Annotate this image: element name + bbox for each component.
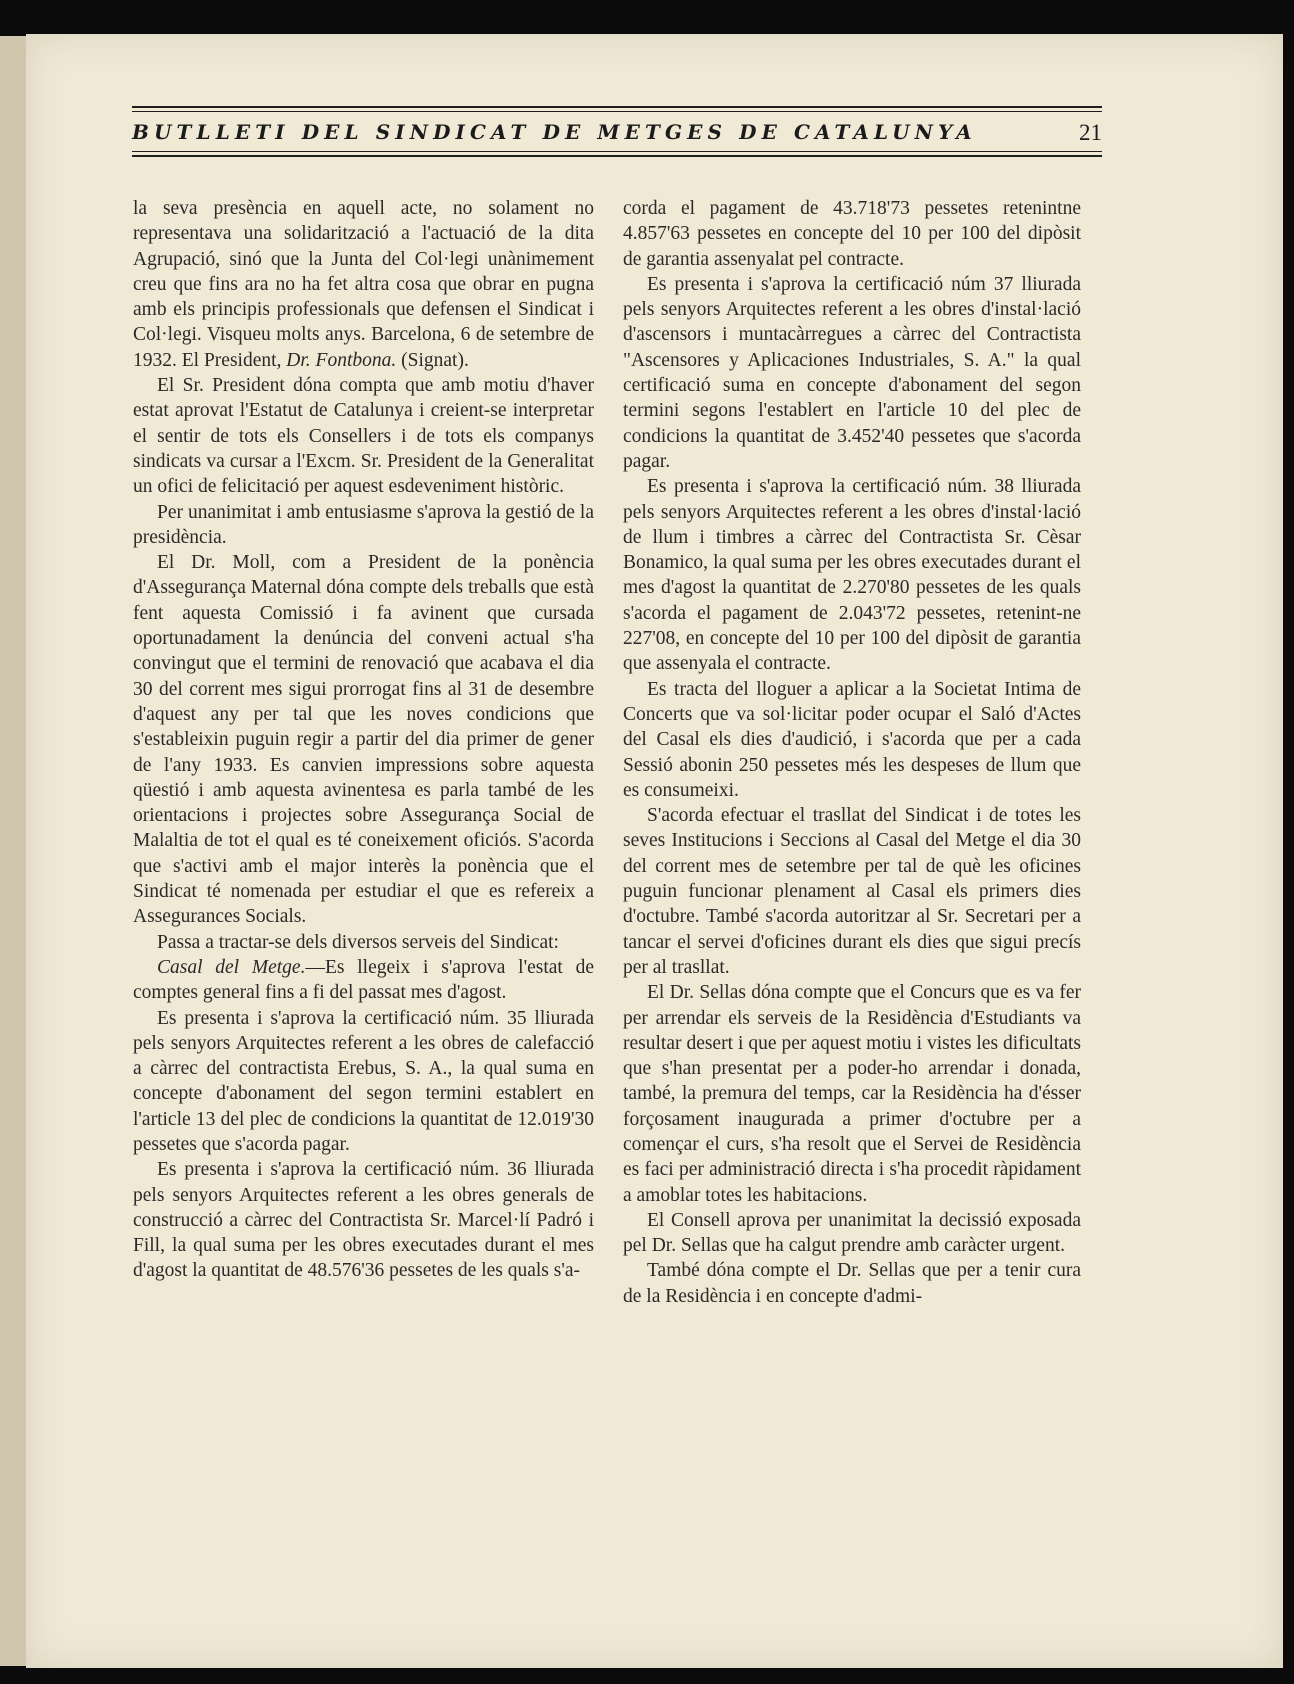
running-header bbox=[132, 106, 1102, 157]
paragraph: Passa a tractar-se dels diversos serveis del Sindicat: bbox=[157, 931, 559, 953]
header-rule-bottom-thin bbox=[132, 151, 1102, 152]
paragraph: Es presenta i s'aprova la certificació núm. 36 lliurada pels senyors Arquitectes referent a les obres generals de construcció a càrrec del Contractista Sr. Marcel·lí Padró i Fill, la qual suma per les obres executades durant el mes d'agost la quantitat de 48.576'36 pessetes de les quals s'a- bbox=[133, 1159, 594, 1282]
previous-page-edge bbox=[0, 36, 27, 1666]
paragraph: Es presenta i s'aprova la certificació núm. 38 lliurada pels senyors Arquitectes referent a les obres d'instal·lació de llum i timbres a càrrec del Contractista Sr. Cèsar Bonamico, la qual suma per les obres executades durant el mes d'agost la quantitat de 2.270'80 pessetes de les quals s'acorda el pagament de 2.043'72 pessetes, retenint-ne 227'08, en concepte del 10 per 100 del dipòsit de garantia que assenyala el contracte. bbox=[623, 476, 1081, 675]
paragraph: Es presenta i s'aprova la certificació núm 37 lliurada pels senyors Arquitectes referent a les obres d'instal·lació d'ascensors i muntacàrregues a càrrec del Contractista "Ascensores y Aplicaciones Industriales, S. A." la qual certificació suma en concepte d'abonament del segon termini segons l'establert en l'article 10 del plec de condicions la quantitat de 3.452'40 pessetes que s'acorda pagar. bbox=[623, 273, 1081, 472]
paragraph bbox=[133, 955, 594, 1006]
right-column bbox=[623, 196, 1081, 1309]
paragraph-text: la seva presència en aquell acte, no solament no representava una solidarització a l'actuació de la dita Agrupació, sinó que la Junta del Col·legi unànimement creu que fins ara no ha fet altra cosa que obrar en pugna amb els principis professionals que defensen el Sindicat i Col·legi. Visqueu molts anys. Barcelona, 6 de setembre de 1932. El President, bbox=[133, 198, 594, 371]
paragraph bbox=[133, 196, 594, 373]
paragraph: S'acorda efectuar el trasllat del Sindicat i de totes les seves Institucions i Seccions al Casal del Metge el dia 30 del corrent mes de setembre per tal de què les oficines puguin funcionar plenament al Casal els primers dies d'octubre. També s'acorda autoritzar al Sr. Secretari per a tancar el servei d'oficines durant els dies que sigui precís per al trasllat. bbox=[623, 805, 1081, 978]
page-number: 21 bbox=[1079, 120, 1102, 145]
paragraph: També dóna compte el Dr. Sellas que per a tenir cura de la Residència i en concepte d'admi- bbox=[623, 1260, 1081, 1307]
paragraph: El Consell aprova per unanimitat la decissió exposada pel Dr. Sellas que ha calgut prendre amb caràcter urgent. bbox=[623, 1209, 1081, 1257]
paragraph: El Dr. Sellas dóna compte que el Concurs que es va fer per arrendar els serveis de la Residència d'Estudiants va resultar desert i que per aquest motiu i vistes les dificultats que s'han presentat per a poder-ho arrendar i donada, també, la premura del temps, car la Residència ha d'ésser forçosament inaugurada a primer d'octubre per a començar el curs, s'ha resolt que el Servei de Residència es faci per administració directa i s'ha procedit ràpidament a amoblar totes les habitacions. bbox=[623, 982, 1081, 1206]
paragraph: Per unanimitat i amb entusiasme s'aprova la gestió de la presidència. bbox=[133, 501, 594, 548]
header-row bbox=[132, 118, 1102, 148]
paragraph: Es presenta i s'aprova la certificació núm. 35 lliurada pels senyors Arquitectes referent a les obres de calefacció a càrrec del contractista Erebus, S. A., la qual suma en concepte d'abonament del segon termini establert en l'article 13 del plec de condicions la quantitat de 12.019'30 pessetes que s'acorda pagar. bbox=[133, 1007, 594, 1155]
paragraph: El Dr. Moll, com a President de la ponència d'Assegurança Maternal dóna compte dels treballs que està fent aquesta Comissió i fa avinent que cursada oportunadament la denúncia del conveni actual s'ha convingut que el termini de renovació que acabava el dia 30 del corrent mes sigui prorrogat fins al 31 de desembre d'aquest any per tal que les noves condicions que s'estableixin puguin regir a partir del dia primer de gener de l'any 1933. Es canvien impressions sobre aquesta qüestió i amb aquesta avinentesa es parla també de les orientacions i projectes sobre Assegurança Social de Malaltia de tot el qual es té coneixement oficiós. S'acorda que s'activi amb el major interès la ponència que el Sindicat té nomenada per estudiar el que es refereix a Assegurances Socials. bbox=[133, 552, 594, 928]
signatory-name: Dr. Fontbona. bbox=[286, 349, 397, 371]
left-column bbox=[133, 196, 594, 1284]
section-title: Casal del Metge. bbox=[157, 956, 306, 978]
header-rule-top bbox=[132, 106, 1102, 108]
header-rule-bottom bbox=[132, 155, 1102, 157]
paragraph-text: —Es llegeix i s'aprova l'estat de comptes general fins a fi del passat mes d'agost. bbox=[133, 956, 594, 1004]
paragraph: corda el pagament de 43.718'73 pessetes retenintne 4.857'63 pessetes en concepte del 10 per 100 del dipòsit de garantia assenyalat pel contracte. bbox=[623, 198, 1081, 270]
journal-title: BUTLLETI DEL SINDICAT DE METGES DE CATALUNYA bbox=[132, 120, 977, 144]
paragraph: El Sr. President dóna compta que amb motiu d'haver estat aprovat l'Estatut de Catalunya i creient-se interpretar el sentir de tots els Consellers i de tots els companys sindicats va cursar a l'Excm. Sr. President de la Generalitat un ofici de felicitació per aquest esdeveniment històric. bbox=[133, 375, 594, 498]
header-rule-top-thin bbox=[132, 111, 1102, 112]
paragraph-text: (Signat). bbox=[401, 349, 469, 371]
paragraph: Es tracta del lloguer a aplicar a la Societat Intima de Concerts que va sol·licitar poder ocupar el Saló d'Actes del Casal els dies d'audició, i s'acorda que per a cada Sessió abonin 250 pessetes més les despeses de llum que es consumeixi. bbox=[623, 678, 1081, 801]
